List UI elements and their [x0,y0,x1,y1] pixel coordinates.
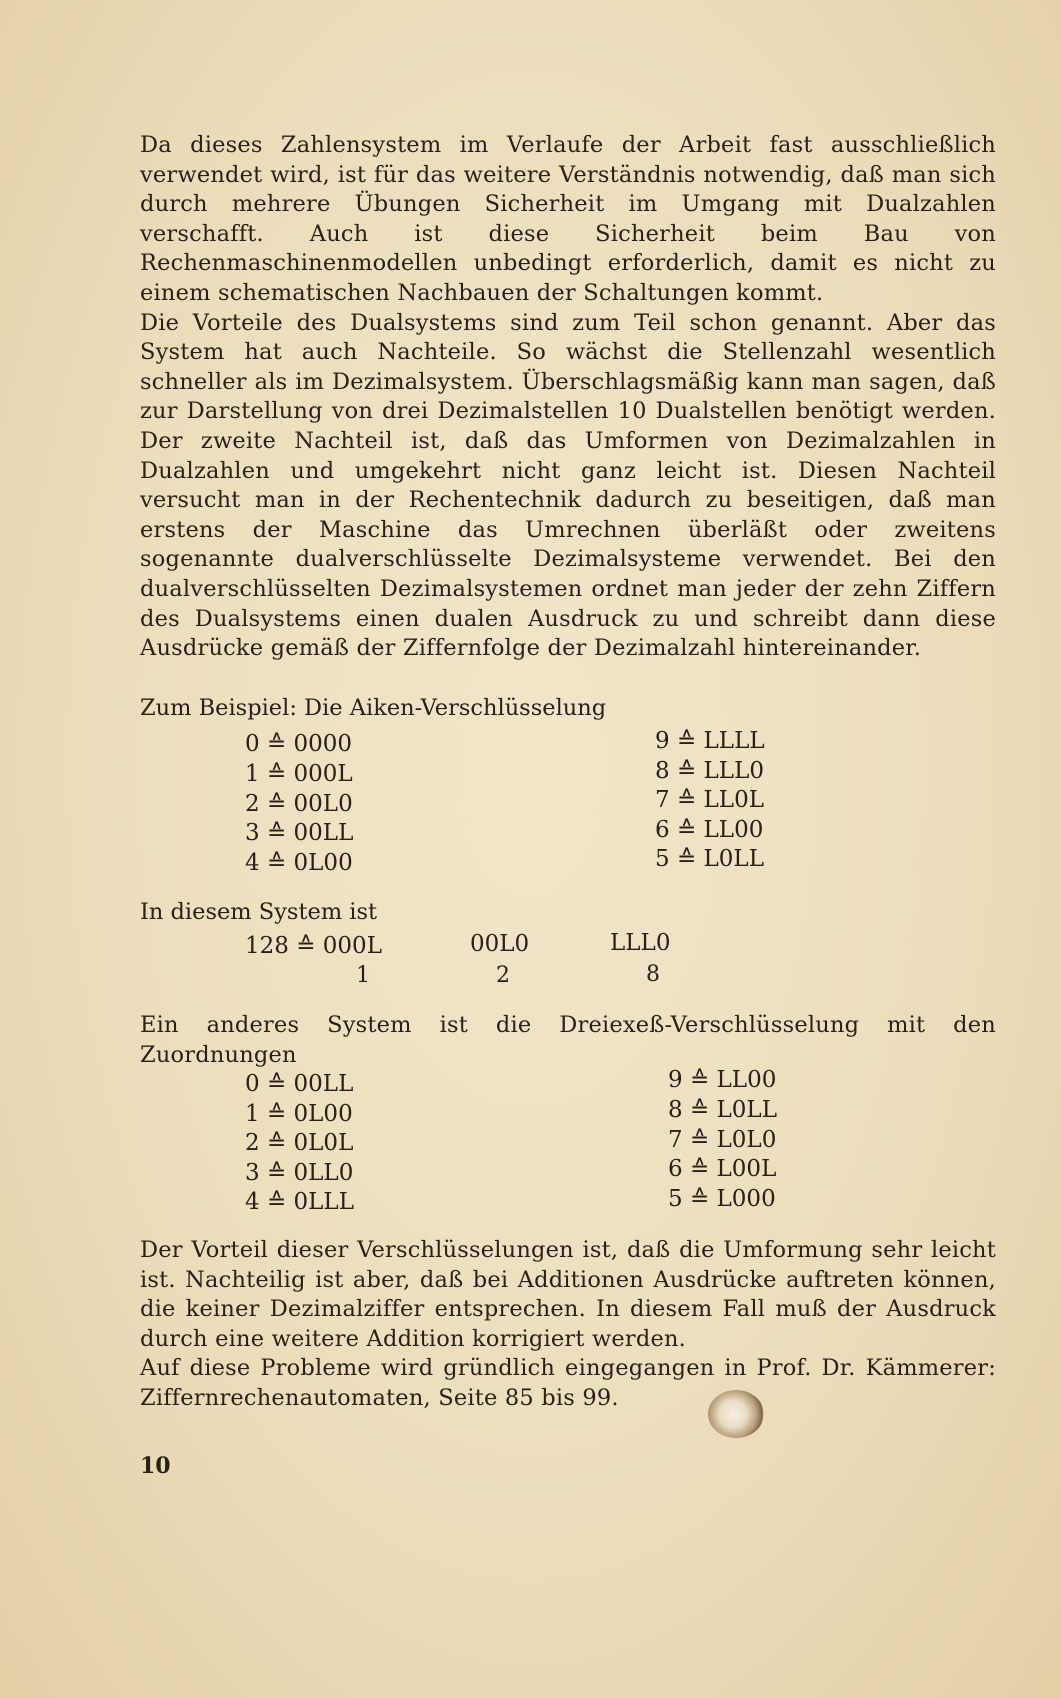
aiken-row: 3 ≙ 00LL [245,820,354,846]
aiken-row: 9 ≙ LLLL [655,728,765,754]
aiken-row: 1 ≙ 000L [245,761,353,787]
excess3-row: 0 ≙ 00LL [245,1071,354,1097]
example-digit-2: 2 [496,963,510,988]
aiken-row: 4 ≙ 0L00 [245,850,353,876]
excess3-row: 2 ≙ 0L0L [245,1130,354,1156]
excess3-row: 3 ≙ 0LL0 [245,1160,354,1186]
example-lhs: 128 ≙ 000L [245,933,382,959]
excess3-row: 7 ≙ L0L0 [668,1127,777,1153]
aiken-row: 5 ≙ L0LL [655,846,764,872]
excess3-row: 5 ≙ L000 [668,1186,776,1212]
example-heading: In diesem System ist [140,899,378,925]
excess3-heading [140,1011,996,1070]
aiken-heading: Zum Beispiel: Die Aiken-Verschlüsselung [140,695,607,721]
excess3-row: 6 ≙ L00L [668,1156,777,1182]
example-digit-3: 8 [646,962,660,987]
excess3-row: 4 ≙ 0LLL [245,1189,354,1215]
aiken-row: 8 ≙ LLL0 [655,758,764,784]
excess3-row: 1 ≙ 0L00 [245,1101,353,1127]
example-group-2: 00L0 [470,931,530,957]
aiken-row: 0 ≙ 0000 [245,731,353,757]
aiken-row: 7 ≙ LL0L [655,787,764,813]
intro-paragraph-2: Die Vorteile des Dualsystems sind zum Teil schon genannt. Aber das System hat auch Nachteile. So wächst die Stellenzahl wesentlich schneller als im Dezimalsystem. Überschlagsmäßig kann man sagen, daß zur Darstellung von drei Dezimalstellen 10 Dualstellen benötigt werden. Der zweite Nachteil ist, daß das Umformen von Dezimalzahlen in Dualzahlen und umgekehrt nicht ganz leicht ist. Diesen Nachteil versucht man in der Rechentechnik dadurch zu beseitigen, daß man erstens der Maschine das Umrechnen überläßt oder zweitens sogenannte dualverschlüsselte Dezimalsysteme verwendet. Bei den dualverschlüsselten Dezimalsystemen ordnet man jeder der zehn Ziffern des Dualsystems einen dualen Ausdruck zu und schreibt dann diese Ausdrücke gemäß der Ziffernfolge der Dezimalzahl hintereinander. [140,309,996,662]
paper-damage-spot [708,1390,764,1438]
excess3-row: 9 ≙ LL00 [668,1067,777,1093]
closing-text [140,1236,996,1414]
page-number: 10 [140,1453,171,1479]
closing-paragraph-1: Der Vorteil dieser Verschlüsselungen ist, daß die Umformung sehr leicht ist. Nachteilig ist aber, daß bei Additionen Ausdrücke auftreten können, die keiner Dezimalziffer entsprechen. In diesem Fall muß der Ausdruck durch eine weitere Addition korrigiert werden. [140,1237,996,1352]
excess3-row: 8 ≙ L0LL [668,1097,777,1123]
intro-text [140,131,996,664]
aiken-row: 6 ≙ LL00 [655,817,764,843]
excess3-heading-text: Ein anderes System ist die Dreiexeß-Verschlüsselung mit den Zuordnungen [140,1012,996,1068]
example-group-3: LLL0 [610,930,671,956]
closing-paragraph-2: Auf diese Probleme wird gründlich eingegangen in Prof. Dr. Kämmerer: Ziffernrechenautomaten, Seite 85 bis 99. [140,1355,996,1411]
example-digit-1: 1 [356,963,370,988]
intro-paragraph-1: Da dieses Zahlensystem im Verlaufe der Arbeit fast ausschließlich verwendet wird, ist für das weitere Verständnis notwendig, daß man sich durch mehrere Übungen Sicherheit im Umgang mit Dualzahlen verschafft. Auch ist diese Sicherheit beim Bau von Rechenmaschinenmodellen unbedingt erforderlich, damit es nicht zu einem schematischen Nachbauen der Schaltungen kommt. [140,132,996,306]
aiken-row: 2 ≙ 00L0 [245,791,353,817]
